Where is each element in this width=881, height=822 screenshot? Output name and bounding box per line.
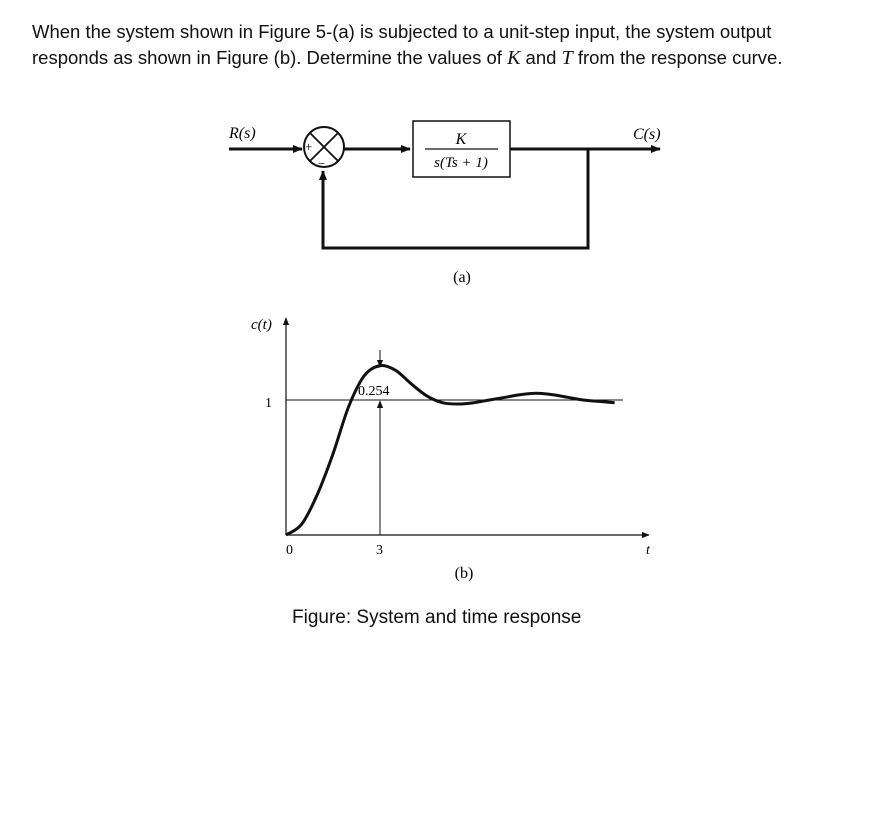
tf-numerator: K — [455, 131, 467, 148]
input-label: R(s) — [229, 125, 256, 142]
figure-b-label: (b) — [454, 565, 474, 582]
x-tick-0: 0 — [286, 543, 293, 558]
variable-k: K — [507, 47, 521, 69]
transfer-function-block — [413, 121, 510, 177]
response-plot — [251, 317, 651, 582]
y-tick-1: 1 — [265, 396, 272, 411]
summing-junction — [304, 127, 344, 171]
figure-caption: Figure: System and time response — [292, 607, 582, 628]
response-curve — [286, 366, 615, 535]
problem-text-1: When the system shown in Figure 5-(a) is subjected to a unit-step input, the system output responds as shown in Figure (b). Determine the values of — [32, 21, 772, 68]
overshoot-label: 0.254 — [358, 384, 390, 399]
y-axis-label: c(t) — [251, 317, 272, 333]
output-label: C(s) — [633, 126, 661, 143]
x-tick-3: 3 — [376, 543, 383, 558]
problem-text-3: from the response curve. — [572, 47, 783, 68]
minus-sign: − — [318, 156, 326, 171]
x-axis-label: t — [646, 543, 650, 558]
variable-t: T — [561, 47, 573, 69]
tf-denominator: s(Ts + 1) — [434, 155, 488, 171]
block-diagram — [228, 121, 661, 286]
figure-a-label: (a) — [453, 269, 471, 286]
problem-text-2: and — [520, 47, 562, 68]
plus-sign: + — [305, 139, 313, 154]
